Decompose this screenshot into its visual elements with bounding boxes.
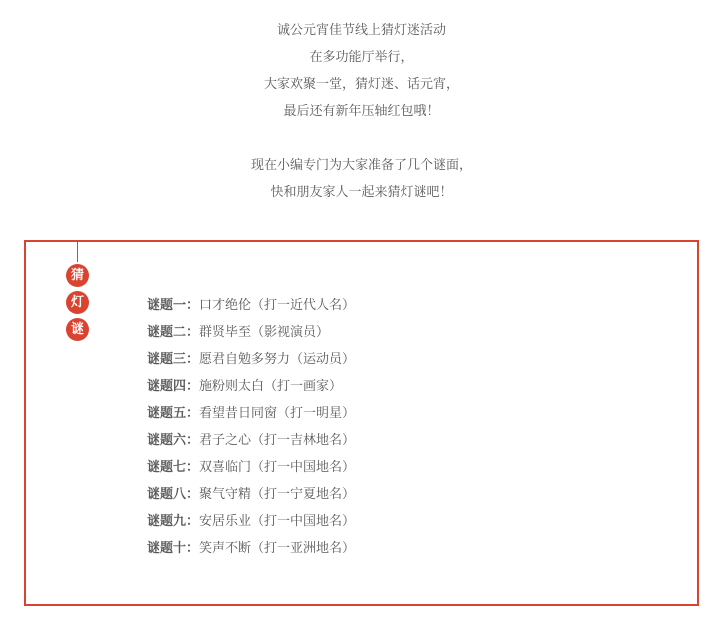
riddle-text: 聚气守精（打一宁夏地名） xyxy=(199,487,356,502)
riddle-item xyxy=(147,481,355,508)
paragraph-gap xyxy=(0,125,713,152)
riddle-number: 谜题七： xyxy=(147,460,200,475)
riddle-text: 安居乐业（打一中国地名） xyxy=(199,514,356,529)
riddle-text: 施粉则太白（打一画家） xyxy=(199,379,343,394)
riddle-number: 谜题四： xyxy=(147,379,200,394)
riddle-number: 谜题八： xyxy=(147,487,200,502)
intro-line: 大家欢聚一堂，猜灯迷、话元宵， xyxy=(263,77,459,92)
intro-line: 诚公元宵佳节线上猜灯迷活动 xyxy=(276,23,446,38)
riddle-item xyxy=(147,400,355,427)
riddle-item xyxy=(147,427,355,454)
riddle-text: 群贤毕至（影视演员） xyxy=(199,325,330,340)
riddle-text: 君子之心（打一吉林地名） xyxy=(199,433,356,448)
riddle-item xyxy=(147,508,355,535)
riddle-item xyxy=(147,373,355,400)
riddle-item xyxy=(147,319,355,346)
intro-line: 快和朋友家人一起来猜灯谜吧！ xyxy=(270,185,453,200)
intro-line: 在多功能厅举行， xyxy=(309,50,414,65)
riddle-item xyxy=(147,535,355,562)
riddle-number: 谜题六： xyxy=(147,433,200,448)
riddle-number: 谜题十： xyxy=(147,541,200,556)
riddle-number: 谜题九： xyxy=(147,514,200,529)
intro-text xyxy=(0,17,713,206)
intro-line: 最后还有新年压轴红包哦！ xyxy=(283,104,440,119)
badge-char-riddle: 谜 xyxy=(66,318,89,341)
riddle-text: 口才绝伦（打一近代人名） xyxy=(199,298,356,313)
riddle-item xyxy=(147,346,355,373)
badge-char-lantern: 灯 xyxy=(66,291,89,314)
riddle-text: 愿君自勉多努力（运动员） xyxy=(199,352,356,367)
badge-char-guess: 猜 xyxy=(66,264,89,287)
riddle-text: 看望昔日同窗（打一明星） xyxy=(199,406,356,421)
riddle-list xyxy=(147,292,355,562)
riddle-item xyxy=(147,454,355,481)
riddle-number: 谜题一： xyxy=(147,298,200,313)
riddle-number: 谜题五： xyxy=(147,406,200,421)
riddle-text: 双喜临门（打一中国地名） xyxy=(199,460,356,475)
riddle-number: 谜题三： xyxy=(147,352,200,367)
badge-connector-line xyxy=(77,240,78,262)
riddle-text: 笑声不断（打一亚洲地名） xyxy=(199,541,356,556)
intro-line: 现在小编专门为大家准备了几个谜面， xyxy=(250,158,472,173)
riddle-item xyxy=(147,292,355,319)
riddle-box xyxy=(24,240,699,606)
riddle-number: 谜题二： xyxy=(147,325,200,340)
